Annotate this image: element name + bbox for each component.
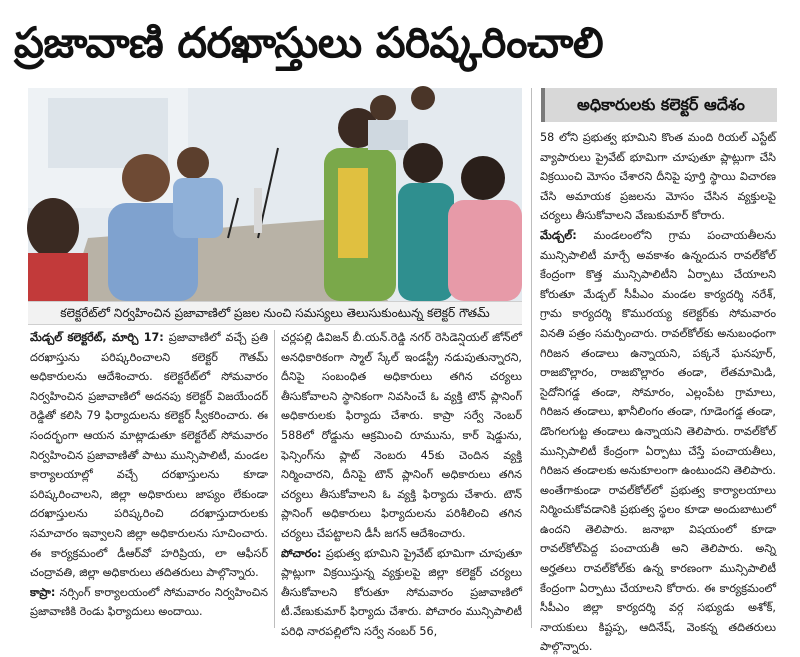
paragraph-1 — [540, 128, 776, 226]
paragraph-2 — [281, 544, 522, 642]
dateline: మేడ్చల్‌ కలెక్టరేట్‌, మార్చి 17: — [30, 331, 164, 344]
article-column-3 — [540, 128, 776, 654]
column-divider — [531, 88, 532, 628]
paragraph-text: ప్రజావాణిలో వచ్చే ప్రతి దరఖాస్తును పరిష్కరించాలని కలెక్టర్‌ గౌతమ్‌ అధికారులను ఆదేశించారు. కలెక్టరేట్‌లో సోమవారం నిర్వహించిన ప్రజావాణిలో అదనపు కలెక్టర్‌ విజయేందర్‌ రెడ్డితో కలిసి 79 ఫిర్యాదులను కలెక్టర్‌ స్వీకరించారు. ఈ సందర్భంగా ఆయన మాట్లాడుతూ కలెక్టరేట్‌ సోమవారం నిర్వహించిన ప్రజావాణితో పాటు మున్సిపాలిటీ, మండల కార్యాలయాల్లో వచ్చే దరఖాస్తులను కూడా పరిష్కరించాలని, జిల్లా అధికారులు జాప్యం లేకుండా దరఖాస్తులను పరిష్కరించి దరఖాస్తుదారులకు సమాచారం ఇవ్వాలని జిల్లా అధికారులను సూచించారు. ఈ కార్యక్రమంలో డీఆర్‌వో హరిప్రియ, లా ఆఫీసర్‌ చంద్రావతి, జిల్లా అధికారులు తదితరులు పాల్గొన్నారు. — [30, 331, 269, 580]
paragraph-text: చర్లపల్లి డివిజన్‌ బీ.యన్‌.రెడ్డి నగర్‌ రెసిడెన్షియల్‌ జోన్‌లో అనధికారికంగా స్మాల్‌ స్కేల్‌ ఇండస్ట్రీ నడుపుతున్నారని, దీనిపై సంబంధిత అధికారులు తగిన చర్యలు తీసుకోవాలని స్థానికంగా నివసించే ఓ వ్యక్తి టౌన్‌ ప్లానింగ్‌ అధికారులకు ఫిర్యాదు చేశారు. కాప్రా సర్వే నెంబర్‌ 588లో రోడ్డును ఆక్రమించి రూమును, కార్‌ షెడ్డును, ఫెన్సింగ్‌ను ప్లాట్‌ నెంబరు 45కు చెందిన వ్యక్తి నిర్మించారని, దీనిపై టౌన్‌ ప్లానింగ్‌ అధికారులు తగిన చర్యలు తీసుకోవాలని ఓ వ్యక్తి ఫిర్యాదు చేశారు. టౌన్‌ ప్లానింగ్‌ అధికారులు ఫిర్యాదులను పరిశీలించి తగిన చర్యలు చేపట్టాలని డీసీ జగన్‌ ఆదేశించారు. — [281, 331, 522, 540]
paragraph-lead: కాప్రా: — [30, 585, 56, 599]
photo-caption: కలెక్టరేట్‌లో నిర్వహించిన ప్రజావాణిలో ప్రజల నుంచి సమస్యలు తెలుసుకుంటున్న కలెక్టర్‌ గౌతమ్‌ — [28, 301, 522, 325]
subheadline: అధికారులకు కలెక్టర్‌ ఆదేశం — [541, 88, 777, 122]
paragraph-text: నర్సింగ్‌ కార్యాలయంలో సోమవారం నిర్వహించిన ప్రజావాణికి రెండు ఫిర్యాదులు అందాయి. — [30, 585, 268, 619]
paragraph-1 — [281, 328, 522, 544]
paragraph-2 — [30, 583, 268, 622]
paragraph-lead: మేడ్చల్‌: — [540, 228, 577, 242]
paragraph-lead: పోచారం: — [281, 546, 322, 560]
paragraph-text: 58 లోని ప్రభుత్వ భూమిని కొంత మంది రియల్‌ ఎస్టేట్‌ వ్యాపారులు ప్రైవేట్‌ భూమిగా చూపుతూ ప్లాట్లుగా చేసి విక్రయించి మోసం చేశారని దీనిపై పూర్తి స్థాయి విచారణ చేసి అమాయక ప్రజలను మోసం చేసిన వ్యక్తులపై చర్యలు తీసుకోవాలని వేణుకుమార్‌ కోరారు. — [540, 131, 776, 223]
news-photo — [28, 88, 522, 301]
paragraph-text: మండలంలోని గ్రామ పంచాయతీలను మున్సిపాలిటీ మార్చే అవకాశం ఉన్నందున రావల్‌కోల్‌ కేంద్రంగా కొత్త మున్సిపాలిటీని ఏర్పాటు చేయాలని కోరుతూ మేడ్చల్‌ సీపీఎం మండల కార్యదర్శి నరేశ్‌, గ్రామ కార్యదర్శి కొమురయ్య కలెక్టర్‌కు సోమవారం వినతి పత్రం సమర్పించారు. రావల్‌కోల్‌కు అనుబంధంగా గిరిజన తండాలు ఉన్నాయని, పక్కనే ఘనపూర్‌, రాజబొల్లారం, రాజబొల్లారం తండా, లేతమామిడి, సైదోనిగడ్డ తండా, సోమారం, ఎల్లంపేట గ్రామాలు, గిరిజన తండాలు, ఖానీలింగం తండా, గూడెంగడ్డ తండా, డొంగలగుట్ట తండాలు ఉన్నాయని తెలిపారు. రావల్‌కోల్‌ మున్సిపాలిటీ కేంద్రంగా ఏర్పాటు చేస్తే పంచాయతీలు, గిరిజన తండాలకు అనుకూలంగా ఉంటుందని తెలిపారు. అంతేగాకుండా రావల్‌కోల్‌లో ప్రభుత్వ కార్యాలయాలు నిర్మించుకోవడానికి ప్రభుత్వ స్థలం కూడా అందుబాటులో ఉందని తెలిపారు. జనాభా విషయంలో కూడా రావల్‌కోల్‌పెద్ద పంచాయతీ అని తెలిపారు. అన్ని అర్హతలు రావల్‌కోల్‌కు ఉన్న కారణంగా మున్సిపాలిటీ కేంద్రంగా ఏర్పాటు చేయాలని కోరారు. ఈ కార్యక్రమంలో సీపీఎం జిల్లా కార్యదర్శి వర్గ సభ్యుడు అశోక్‌, నాయకులు కిష్టప్ప, ఆదినేష్‌, వెంకన్న తదితరులు పాల్గొన్నారు. — [540, 228, 776, 654]
collector-meeting-photo — [28, 88, 522, 301]
paragraph-text: ప్రభుత్వ భూమిని ప్రైవేట్‌ భూమిగా చూపుతూ ప్లాట్లుగా విక్రయిస్తున్న వ్యక్తులపై జిల్లా కలెక్టర్‌ చర్యలు తీసుకోవాలని కోరుతూ సోమవారం ప్రజావాణిలో టీ.వేణుకుమార్‌ ఫిర్యాదు చేశారు. పోచారం మున్సిపాలిటీ పరిధి నారపల్లిలోని సర్వే నంబర్‌ 56, — [281, 546, 523, 638]
column-divider — [274, 330, 275, 628]
paragraph-2 — [540, 226, 776, 657]
article-column-2 — [281, 328, 523, 638]
article-column-1 — [30, 328, 268, 630]
paragraph-1 — [30, 328, 268, 583]
headline: ప్రజావాణి దరఖాస్తులు పరిష్కరించాలి — [14, 18, 604, 67]
